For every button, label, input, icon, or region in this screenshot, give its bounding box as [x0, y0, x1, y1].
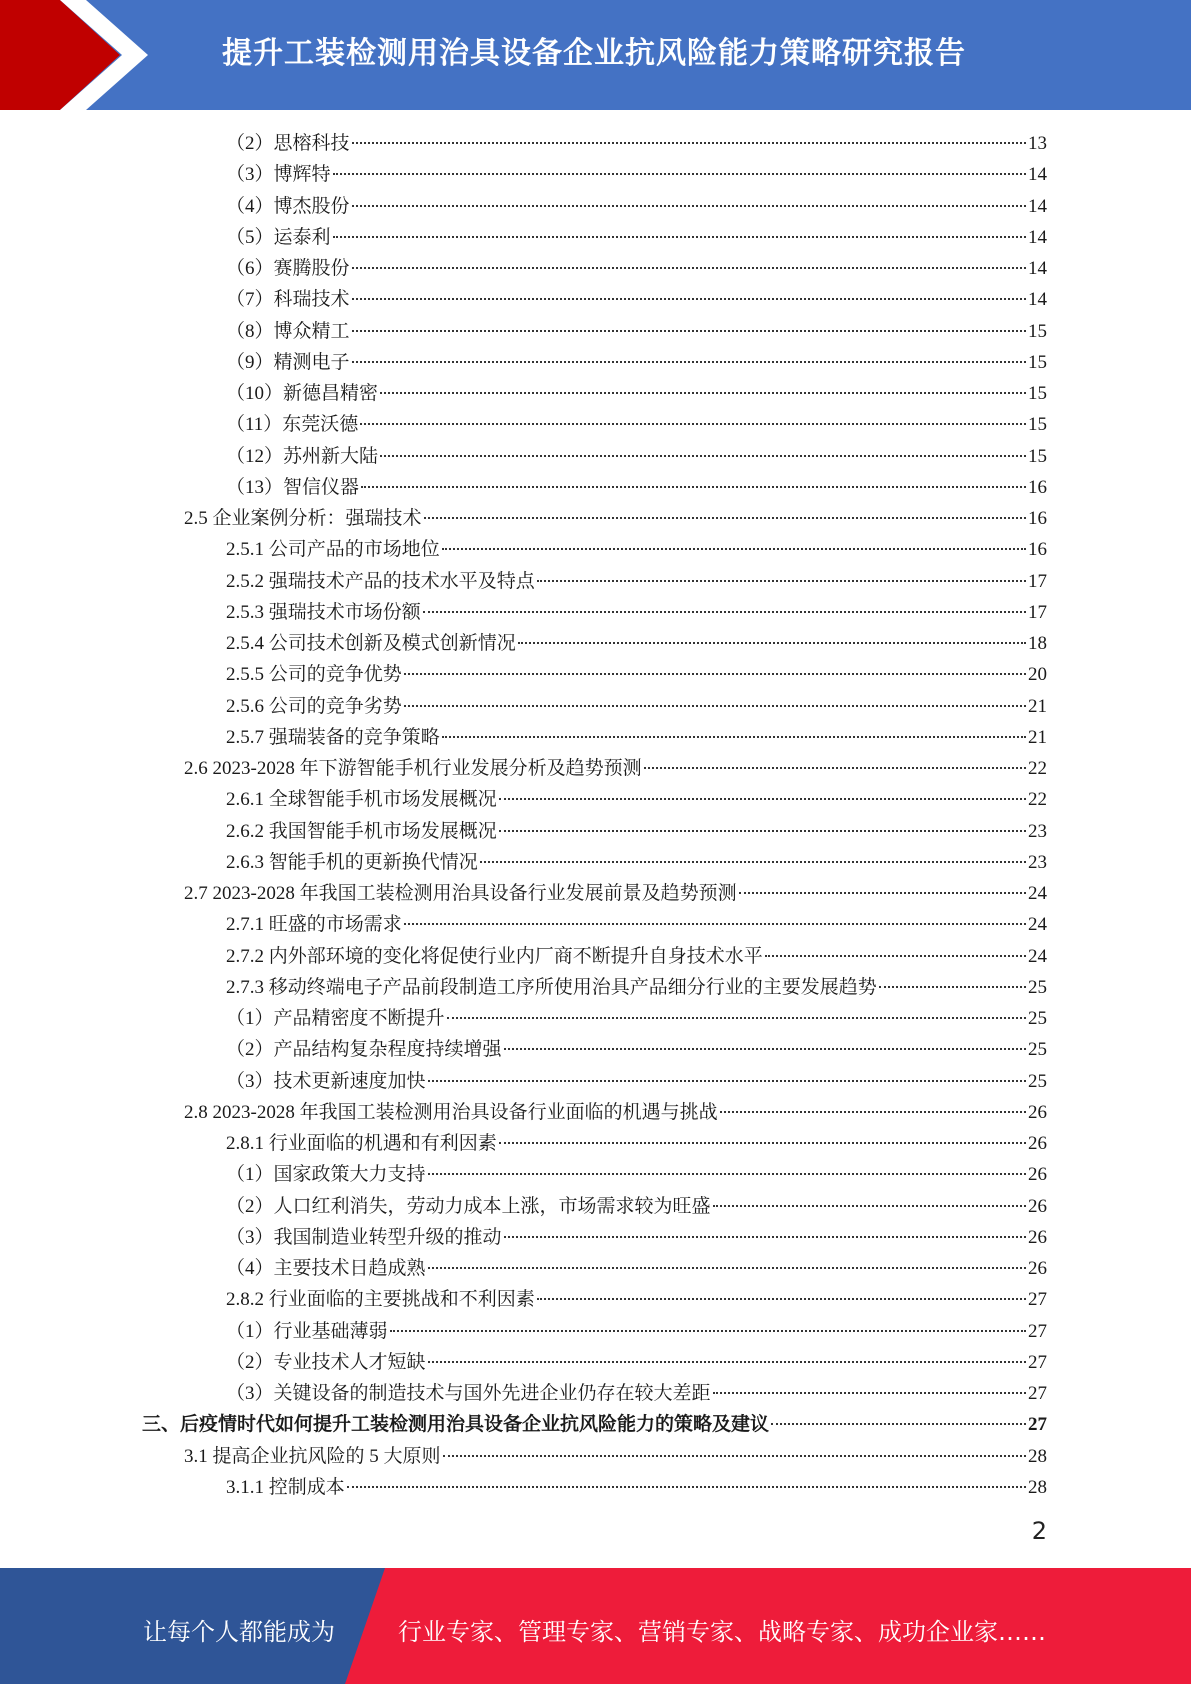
toc-entry-page: 15: [1028, 383, 1047, 404]
toc-entry-page: 23: [1028, 851, 1047, 873]
toc-entry[interactable]: [226, 784, 1047, 815]
toc-leader-dots: [499, 830, 1026, 832]
toc-leader-dots: [504, 1236, 1026, 1238]
toc-leader-dots: [537, 1298, 1026, 1300]
toc-leader-dots: [347, 1486, 1026, 1488]
toc-leader-dots: [404, 673, 1026, 675]
toc-entry[interactable]: [226, 691, 1047, 722]
toc-leader-dots: [720, 1111, 1026, 1113]
toc-entry-title: （9）精测电子: [226, 351, 350, 373]
toc-entry-page: 26: [1028, 1195, 1047, 1217]
toc-entry-page: 27: [1028, 1383, 1047, 1404]
toc-entry-title: （12）苏州新大陆: [226, 445, 379, 467]
report-title: 提升工装检测用治具设备企业抗风险能力策略研究报告: [222, 36, 966, 71]
toc-entry[interactable]: [226, 347, 1047, 378]
toc-leader-dots: [390, 1330, 1026, 1332]
toc-leader-dots: [480, 861, 1026, 863]
toc-entry-title: （13）智信仪器: [226, 476, 360, 498]
toc-entry-title: 2.5.7 强瑞装备的竞争策略: [226, 726, 440, 748]
toc-entry-title: （2）专业技术人才短缺: [226, 1351, 426, 1373]
toc-leader-dots: [518, 642, 1026, 644]
page-header: [0, 0, 1191, 110]
toc-entry-page: 16: [1028, 476, 1047, 498]
toc-entry-title: （4）主要技术日趋成熟: [226, 1258, 426, 1279]
toc-entry-title: 2.5 企业案例分析：强瑞技术: [184, 508, 422, 529]
toc-leader-dots: [360, 423, 1026, 425]
toc-leader-dots: [713, 1205, 1026, 1207]
toc-entry[interactable]: [184, 878, 1047, 909]
toc-entry-title: （2）人口红利消失，劳动力成本上涨，市场需求较为旺盛: [226, 1195, 711, 1217]
toc-entry[interactable]: [226, 1066, 1047, 1097]
toc-entry-title: 3.1 提高企业抗风险的 5 大原则: [184, 1445, 441, 1467]
toc-leader-dots: [352, 142, 1026, 144]
toc-entry[interactable]: [226, 1159, 1047, 1190]
toc-leader-dots: [537, 580, 1026, 582]
toc-leader-dots: [380, 392, 1026, 394]
toc-leader-dots: [447, 1017, 1026, 1019]
toc-entry-page: 16: [1028, 539, 1047, 561]
toc-entry[interactable]: [226, 847, 1047, 878]
toc-leader-dots: [428, 1080, 1026, 1082]
toc-leader-dots: [404, 705, 1026, 707]
toc-entry-title: 2.5.3 强瑞技术市场份额: [226, 601, 421, 623]
toc-leader-dots: [352, 267, 1026, 269]
toc-entry[interactable]: [226, 1347, 1047, 1378]
toc-leader-dots: [424, 517, 1026, 519]
toc-entry-page: 22: [1028, 758, 1047, 779]
toc-leader-dots: [443, 1455, 1026, 1457]
toc-leader-dots: [428, 1361, 1026, 1363]
toc-entry-title: （3）我国制造业转型升级的推动: [226, 1226, 502, 1248]
toc-entry-title: 2.7 2023-2028 年我国工装检测用治具设备行业发展前景及趋势预测: [184, 883, 737, 904]
toc-entry-title: 2.6.1 全球智能手机市场发展概况: [226, 789, 497, 811]
toc-entry-title: 2.8 2023-2028 年我国工装检测用治具设备行业面临的机遇与挑战: [184, 1101, 718, 1123]
toc-entry-page: 27: [1028, 1320, 1047, 1342]
toc-entry-page: 18: [1028, 633, 1047, 654]
toc-entry-title: （2）思榕科技: [226, 133, 350, 154]
toc-entry[interactable]: [226, 409, 1047, 440]
toc-entry-title: 2.5.4 公司技术创新及模式创新情况: [226, 633, 516, 654]
toc-entry[interactable]: [226, 1378, 1047, 1409]
toc-entry-page: 15: [1028, 445, 1047, 467]
toc-entry-page: 17: [1028, 601, 1047, 623]
toc-leader-dots: [428, 1267, 1026, 1269]
toc-entry[interactable]: [226, 909, 1047, 940]
toc-leader-dots: [504, 1048, 1026, 1050]
toc-entry[interactable]: [226, 128, 1047, 159]
toc-entry[interactable]: [226, 253, 1047, 284]
toc-entry-page: 14: [1028, 226, 1047, 248]
toc-entry-title: （11）东莞沃德: [226, 414, 359, 436]
toc-leader-dots: [499, 798, 1026, 800]
toc-entry-page: 25: [1028, 1070, 1047, 1092]
toc-entry-title: （1）产品精密度不断提升: [226, 1008, 445, 1029]
toc-entry-title: 2.7.2 内外部环境的变化将促使行业内厂商不断提升自身技术水平: [226, 945, 763, 967]
toc-leader-dots: [442, 548, 1026, 550]
toc-entry-page: 15: [1028, 414, 1047, 436]
toc-entry-page: 26: [1028, 1226, 1047, 1248]
toc-entry-page: 14: [1028, 195, 1047, 217]
toc-leader-dots: [713, 1392, 1026, 1394]
toc-entry-title: 2.7.3 移动终端电子产品前段制造工序所使用治具产品细分行业的主要发展趋势: [226, 976, 877, 998]
footer-slogan-right: 行业专家、管理专家、营销专家、战略专家、成功企业家……: [398, 1618, 1046, 1646]
toc-entry-title: 2.8.1 行业面临的机遇和有利因素: [226, 1133, 497, 1154]
toc-entry[interactable]: [226, 1003, 1047, 1034]
toc-entry[interactable]: [226, 316, 1047, 347]
toc-entry-page: 26: [1028, 1164, 1047, 1186]
toc-entry[interactable]: [226, 441, 1047, 472]
toc-entry[interactable]: [226, 1253, 1047, 1284]
toc-entry-title: （3）关键设备的制造技术与国外先进企业仍存在较大差距: [226, 1383, 711, 1404]
toc-entry-title: （6）赛腾股份: [226, 258, 350, 279]
toc-entry[interactable]: [226, 628, 1047, 659]
toc-entry-title: （4）博杰股份: [226, 195, 350, 217]
toc-leader-dots: [423, 611, 1026, 613]
toc-entry-title: （8）博众精工: [226, 320, 350, 342]
toc-entry-page: 26: [1028, 1258, 1047, 1279]
toc-leader-dots: [352, 330, 1026, 332]
toc-leader-dots: [333, 236, 1026, 238]
toc-leader-dots: [352, 298, 1026, 300]
page-number: 2: [1031, 1517, 1047, 1545]
toc-entry[interactable]: [226, 1316, 1047, 1347]
toc-entry-page: 24: [1028, 945, 1047, 967]
toc-entry[interactable]: [226, 472, 1047, 503]
toc-entry[interactable]: [226, 378, 1047, 409]
toc-leader-dots: [352, 361, 1026, 363]
toc-entry-page: 15: [1028, 320, 1047, 342]
toc-entry-page: 25: [1028, 1008, 1047, 1029]
toc-entry-page: 27: [1028, 1414, 1047, 1436]
toc-entry-page: 16: [1028, 508, 1047, 529]
toc-entry-page: 21: [1028, 695, 1047, 717]
toc-leader-dots: [361, 486, 1026, 488]
toc-entry[interactable]: [226, 941, 1047, 972]
toc-entry-title: 2.6.2 我国智能手机市场发展概况: [226, 820, 497, 842]
toc-entry-title: （7）科瑞技术: [226, 289, 350, 311]
toc-entry-title: 3.1.1 控制成本: [226, 1476, 345, 1498]
footer-slogan-left: 让每个人都能成为: [143, 1618, 335, 1646]
toc-entry[interactable]: [226, 816, 1047, 847]
toc-entry[interactable]: [226, 1284, 1047, 1315]
toc-entry[interactable]: [184, 503, 1047, 534]
toc-entry-page: 14: [1028, 289, 1047, 311]
toc-entry-page: 14: [1028, 258, 1047, 279]
toc-leader-dots: [404, 923, 1026, 925]
toc-entry-title: 2.6 2023-2028 年下游智能手机行业发展分析及趋势预测: [184, 758, 642, 779]
toc-entry-title: 2.6.3 智能手机的更新换代情况: [226, 851, 478, 873]
toc-entry-page: 26: [1028, 1101, 1047, 1123]
toc-entry-page: 17: [1028, 570, 1047, 592]
toc-entry[interactable]: [226, 1128, 1047, 1159]
toc-entry-page: 21: [1028, 726, 1047, 748]
toc-entry-title: （1）行业基础薄弱: [226, 1320, 388, 1342]
toc-entry[interactable]: [184, 1441, 1047, 1472]
toc-leader-dots: [428, 1173, 1026, 1175]
toc-leader-dots: [739, 892, 1026, 894]
toc-leader-dots: [380, 455, 1026, 457]
toc-leader-dots: [352, 205, 1026, 207]
toc-entry-title: （5）运泰利: [226, 226, 331, 248]
toc-entry[interactable]: [226, 284, 1047, 315]
toc-leader-dots: [771, 1423, 1026, 1425]
toc-entry[interactable]: [184, 1097, 1047, 1128]
toc-entry-page: 15: [1028, 351, 1047, 373]
toc-entry[interactable]: [226, 597, 1047, 628]
toc-entry-page: 28: [1028, 1476, 1047, 1498]
toc-entry[interactable]: [226, 191, 1047, 222]
toc-entry-page: 26: [1028, 1133, 1047, 1154]
toc-entry[interactable]: [226, 972, 1047, 1003]
toc-entry-page: 24: [1028, 914, 1047, 936]
toc-entry-title: 三、后疫情时代如何提升工装检测用治具设备企业抗风险能力的策略及建议: [142, 1414, 770, 1436]
toc-entry[interactable]: [226, 1222, 1047, 1253]
toc-entry-page: 25: [1028, 1039, 1047, 1061]
toc-entry-title: 2.5.1 公司产品的市场地位: [226, 539, 440, 561]
toc-entry-title: 2.7.1 旺盛的市场需求: [226, 914, 402, 936]
toc-entry-title: （10）新德昌精密: [226, 383, 379, 404]
toc-entry-title: （3）技术更新速度加快: [226, 1070, 426, 1092]
toc-entry-page: 28: [1028, 1445, 1047, 1467]
toc-leader-dots: [499, 1142, 1026, 1144]
toc-entry[interactable]: [226, 566, 1047, 597]
toc-entry-title: 2.5.5 公司的竞争优势: [226, 664, 402, 686]
toc-entry-page: 24: [1028, 883, 1047, 904]
toc-entry-title: 2.5.6 公司的竞争劣势: [226, 695, 402, 717]
toc-entry-title: 2.5.2 强瑞技术产品的技术水平及特点: [226, 570, 535, 592]
toc-entry[interactable]: [226, 159, 1047, 190]
toc-entry[interactable]: [184, 753, 1047, 784]
toc-entry-title: 2.8.2 行业面临的主要挑战和不利因素: [226, 1289, 535, 1311]
toc-entry[interactable]: [226, 722, 1047, 753]
toc-entry-page: 27: [1028, 1289, 1047, 1311]
toc-entry[interactable]: [226, 659, 1047, 690]
toc-entry[interactable]: [226, 1191, 1047, 1222]
toc-leader-dots: [442, 736, 1026, 738]
toc-entry[interactable]: [142, 1409, 1047, 1440]
toc-entry-title: （2）产品结构复杂程度持续增强: [226, 1039, 502, 1061]
toc-entry[interactable]: [226, 1472, 1047, 1503]
toc-entry-page: 13: [1028, 133, 1047, 154]
toc-entry-page: 20: [1028, 664, 1047, 686]
toc-entry[interactable]: [226, 222, 1047, 253]
toc-entry-title: （3）博辉特: [226, 164, 331, 186]
toc-entry-page: 22: [1028, 789, 1047, 811]
toc-leader-dots: [644, 767, 1026, 769]
toc-leader-dots: [765, 955, 1026, 957]
toc-entry-title: （1）国家政策大力支持: [226, 1164, 426, 1186]
toc-entry-page: 25: [1028, 976, 1047, 998]
toc-leader-dots: [879, 986, 1026, 988]
toc-entry[interactable]: [226, 1034, 1047, 1065]
toc-leader-dots: [333, 173, 1026, 175]
toc-entry-page: 14: [1028, 164, 1047, 186]
toc-entry-page: 27: [1028, 1351, 1047, 1373]
toc-entry-page: 23: [1028, 820, 1047, 842]
toc-entry[interactable]: [226, 534, 1047, 565]
page-footer: [0, 1568, 1191, 1684]
